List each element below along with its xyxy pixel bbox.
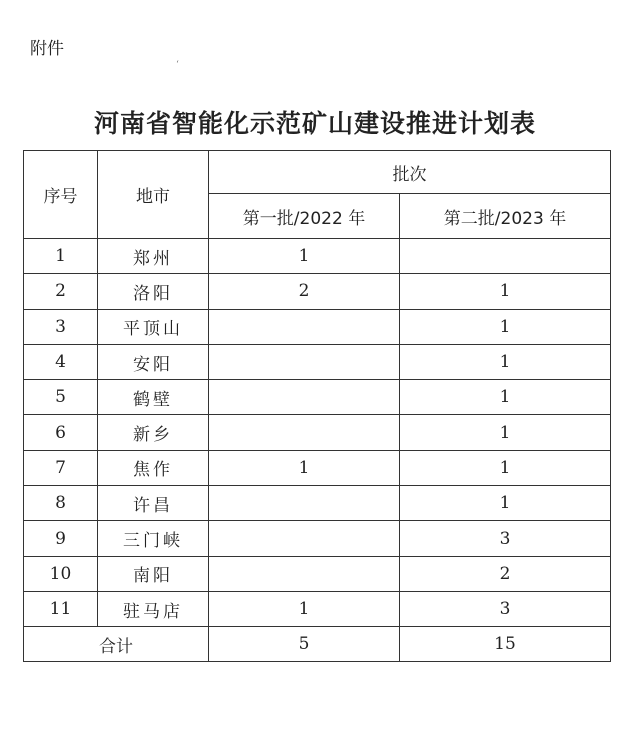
total-label: 合计 [24, 627, 209, 662]
row-batch1 [209, 415, 400, 450]
row-city: 新乡 [98, 415, 209, 450]
row-batch1 [209, 521, 400, 556]
total-batch1: 5 [209, 627, 400, 662]
table-row [24, 486, 611, 521]
scan-mark: ‘ [176, 60, 179, 70]
row-batch1 [209, 309, 400, 344]
row-batch1: 1 [209, 239, 400, 274]
row-batch2: 1 [400, 415, 611, 450]
table-row [24, 380, 611, 415]
table-row [24, 309, 611, 344]
row-city: 鹤壁 [98, 380, 209, 415]
table-row [24, 274, 611, 309]
table-row [24, 239, 611, 274]
row-batch2: 3 [400, 521, 611, 556]
row-index: 9 [24, 521, 98, 556]
row-index: 6 [24, 415, 98, 450]
row-index: 4 [24, 344, 98, 379]
header-batch2: 第二批/2023 年 [400, 194, 611, 239]
row-city: 驻马店 [98, 591, 209, 626]
row-city: 三门峡 [98, 521, 209, 556]
row-batch2: 1 [400, 309, 611, 344]
row-batch1: 1 [209, 450, 400, 485]
table-row [24, 415, 611, 450]
row-batch1 [209, 380, 400, 415]
row-batch1: 2 [209, 274, 400, 309]
header-batch: 批次 [209, 151, 611, 194]
row-batch2: 3 [400, 591, 611, 626]
row-index: 11 [24, 591, 98, 626]
row-index: 1 [24, 239, 98, 274]
row-city: 平顶山 [98, 309, 209, 344]
row-batch2 [400, 239, 611, 274]
row-batch2: 1 [400, 486, 611, 521]
header-row-1 [24, 151, 611, 194]
total-batch2: 15 [400, 627, 611, 662]
row-index: 8 [24, 486, 98, 521]
row-batch1 [209, 344, 400, 379]
table-row [24, 556, 611, 591]
row-batch1: 1 [209, 591, 400, 626]
row-city: 焦作 [98, 450, 209, 485]
table-row [24, 450, 611, 485]
document-title: 河南省智能化示范矿山建设推进计划表 [93, 109, 536, 138]
row-index: 2 [24, 274, 98, 309]
row-batch2: 1 [400, 450, 611, 485]
row-city: 郑州 [98, 239, 209, 274]
row-batch2: 1 [400, 274, 611, 309]
header-city: 地市 [98, 151, 209, 239]
row-city: 安阳 [98, 344, 209, 379]
header-index: 序号 [24, 151, 98, 239]
header-batch1: 第一批/2022 年 [209, 194, 400, 239]
table-row [24, 344, 611, 379]
row-index: 7 [24, 450, 98, 485]
row-batch2: 2 [400, 556, 611, 591]
table-row [24, 521, 611, 556]
row-city: 南阳 [98, 556, 209, 591]
row-batch2: 1 [400, 380, 611, 415]
table-body [24, 239, 611, 627]
row-city: 洛阳 [98, 274, 209, 309]
table-row [24, 591, 611, 626]
row-batch1 [209, 486, 400, 521]
row-city: 许昌 [98, 486, 209, 521]
total-row [24, 627, 611, 662]
row-index: 3 [24, 309, 98, 344]
row-index: 5 [24, 380, 98, 415]
plan-table [23, 150, 611, 662]
row-batch1 [209, 556, 400, 591]
row-batch2: 1 [400, 344, 611, 379]
attachment-label: 附件 [30, 39, 64, 59]
row-index: 10 [24, 556, 98, 591]
